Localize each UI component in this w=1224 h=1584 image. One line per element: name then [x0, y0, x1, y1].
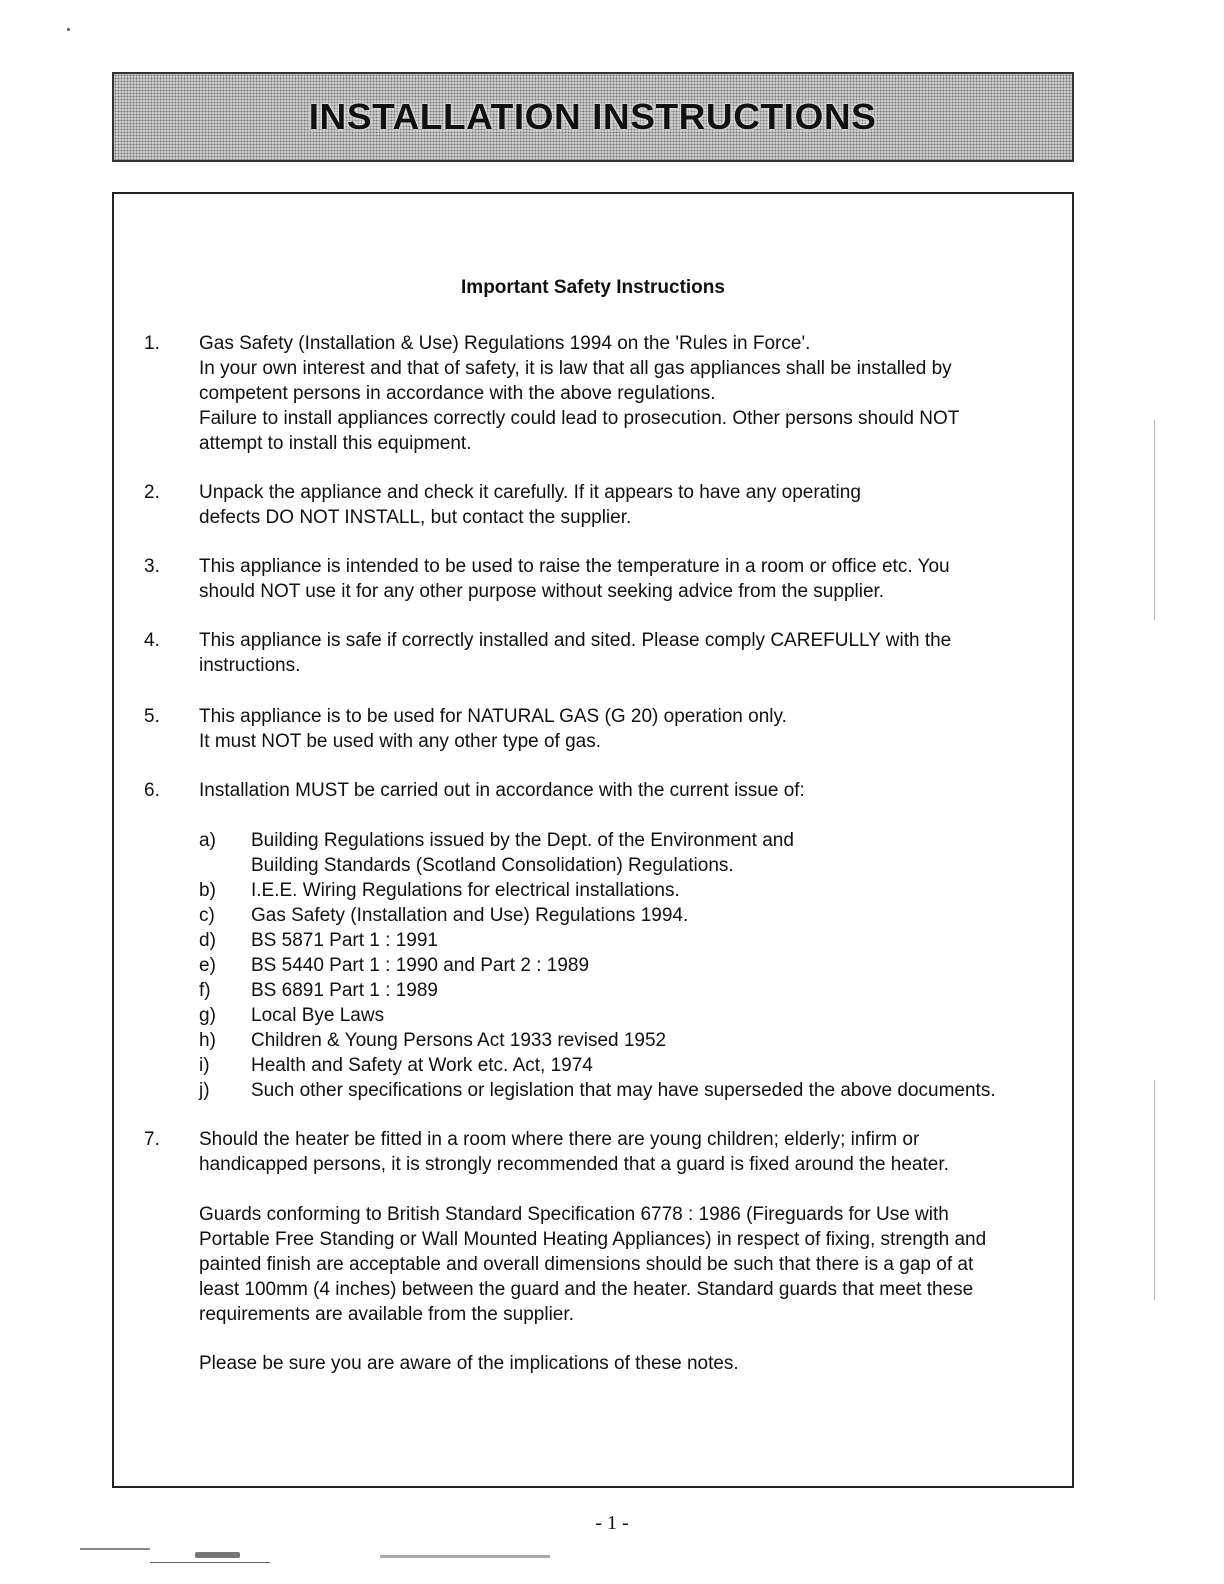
item-text	[199, 554, 1049, 604]
list-label: g)	[199, 1005, 216, 1026]
list-text: I.E.E. Wiring Regulations for electrical installations.	[251, 880, 680, 901]
list-text: BS 5871 Part 1 : 1991	[251, 930, 438, 951]
scan-speck	[80, 1548, 150, 1550]
list-item	[199, 878, 1059, 903]
page-number: - 1 -	[595, 1512, 629, 1534]
item-number: 1.	[144, 333, 160, 354]
paragraph-line: least 100mm (4 inches) between the guard and the heater. Standard guards that meet these	[199, 1279, 974, 1300]
item-line: This appliance is to be used for NATURAL GAS (G 20) operation only.	[199, 706, 787, 727]
list-item	[199, 928, 1059, 953]
item-number: 5.	[144, 706, 160, 727]
list-text	[251, 828, 794, 878]
list-label: a)	[199, 830, 216, 851]
item-line: competent persons in accordance with the above regulations.	[199, 383, 716, 404]
item-line: attempt to install this equipment.	[199, 433, 472, 454]
list-text: BS 5440 Part 1 : 1990 and Part 2 : 1989	[251, 955, 590, 976]
item-text	[199, 628, 1049, 678]
item-number: 3.	[144, 556, 160, 577]
regulations-list	[199, 828, 1059, 1103]
list-line: Building Regulations issued by the Dept. of the Environment and	[251, 830, 794, 851]
list-item	[199, 1053, 1059, 1078]
item-text	[199, 778, 1049, 803]
list-label: f)	[199, 980, 211, 1001]
list-text: BS 6891 Part 1 : 1989	[251, 980, 438, 1001]
item-line: This appliance is intended to be used to raise the temperature in a room or office etc. You	[199, 556, 950, 577]
paragraph-line: Portable Free Standing or Wall Mounted Heating Appliances) in respect of fixing, strength and	[199, 1229, 987, 1250]
item-line: should NOT use it for any other purpose without seeking advice from the supplier.	[199, 581, 885, 602]
scan-edge-line	[1154, 420, 1155, 620]
scan-speck	[150, 1562, 270, 1563]
list-item	[199, 1003, 1059, 1028]
list-label: h)	[199, 1030, 216, 1051]
paragraph-line: Please be sure you are aware of the implications of these notes.	[199, 1353, 739, 1374]
list-text: Such other specifications or legislation that may have superseded the above documents.	[251, 1080, 996, 1101]
item-number: 7.	[144, 1129, 160, 1150]
item-line: defects DO NOT INSTALL, but contact the supplier.	[199, 507, 632, 528]
item-number: 6.	[144, 780, 160, 801]
list-text: Children & Young Persons Act 1933 revised 1952	[251, 1030, 667, 1051]
item-text	[199, 331, 1049, 456]
list-text: Gas Safety (Installation and Use) Regulations 1994.	[251, 905, 689, 926]
list-label: j)	[199, 1080, 210, 1101]
item-text	[199, 704, 1049, 754]
item-line: Installation MUST be carried out in accordance with the current issue of:	[199, 780, 805, 801]
item-line: instructions.	[199, 655, 301, 676]
scan-speck	[380, 1555, 550, 1558]
item-line: This appliance is safe if correctly installed and sited. Please comply CAREFULLY with the	[199, 630, 952, 651]
list-item	[199, 978, 1059, 1003]
item-line: Gas Safety (Installation & Use) Regulations 1994 on the 'Rules in Force'.	[199, 333, 811, 354]
paragraph-line: painted finish are acceptable and overall dimensions should be such that there is a gap of at	[199, 1254, 974, 1275]
list-label: e)	[199, 955, 216, 976]
paragraph-text	[199, 1351, 1049, 1376]
item-number: 4.	[144, 630, 160, 651]
list-label: i)	[199, 1055, 210, 1076]
item-line: handicapped persons, it is strongly recommended that a guard is fixed around the heater.	[199, 1154, 949, 1175]
list-item	[199, 828, 1059, 878]
item-line: Should the heater be fitted in a room where there are young children; elderly; infirm or	[199, 1129, 920, 1150]
paragraph-text	[199, 1202, 1049, 1327]
list-line: Building Standards (Scotland Consolidation) Regulations.	[251, 855, 734, 876]
paragraph-line: Guards conforming to British Standard Specification 6778 : 1986 (Fireguards for Use with	[199, 1204, 949, 1225]
item-text	[199, 480, 1049, 530]
banner-title: INSTALLATION INSTRUCTIONS	[309, 96, 877, 137]
item-text	[199, 1127, 1049, 1177]
scan-edge-line	[1154, 1080, 1155, 1300]
item-line: Failure to install appliances correctly could lead to prosecution. Other persons should NOT	[199, 408, 960, 429]
item-number: 2.	[144, 482, 160, 503]
list-text: Local Bye Laws	[251, 1005, 385, 1026]
item-line: Unpack the appliance and check it carefully. If it appears to have any operating	[199, 482, 861, 503]
list-label: d)	[199, 930, 216, 951]
scan-speck	[195, 1552, 240, 1558]
paragraph-line: requirements are available from the supplier.	[199, 1304, 574, 1325]
list-item	[199, 1028, 1059, 1053]
section-title: Important Safety Instructions	[461, 277, 725, 298]
list-item	[199, 903, 1059, 928]
list-label: c)	[199, 905, 215, 926]
list-item	[199, 1078, 1059, 1103]
item-line: It must NOT be used with any other type of gas.	[199, 731, 602, 752]
list-label: b)	[199, 880, 216, 901]
scan-speck	[67, 28, 70, 31]
instructions-box	[112, 192, 1074, 1488]
list-item	[199, 953, 1059, 978]
header-banner	[112, 72, 1074, 162]
item-line: In your own interest and that of safety, it is law that all gas appliances shall be installed by	[199, 358, 952, 379]
list-text: Health and Safety at Work etc. Act, 1974	[251, 1055, 593, 1076]
